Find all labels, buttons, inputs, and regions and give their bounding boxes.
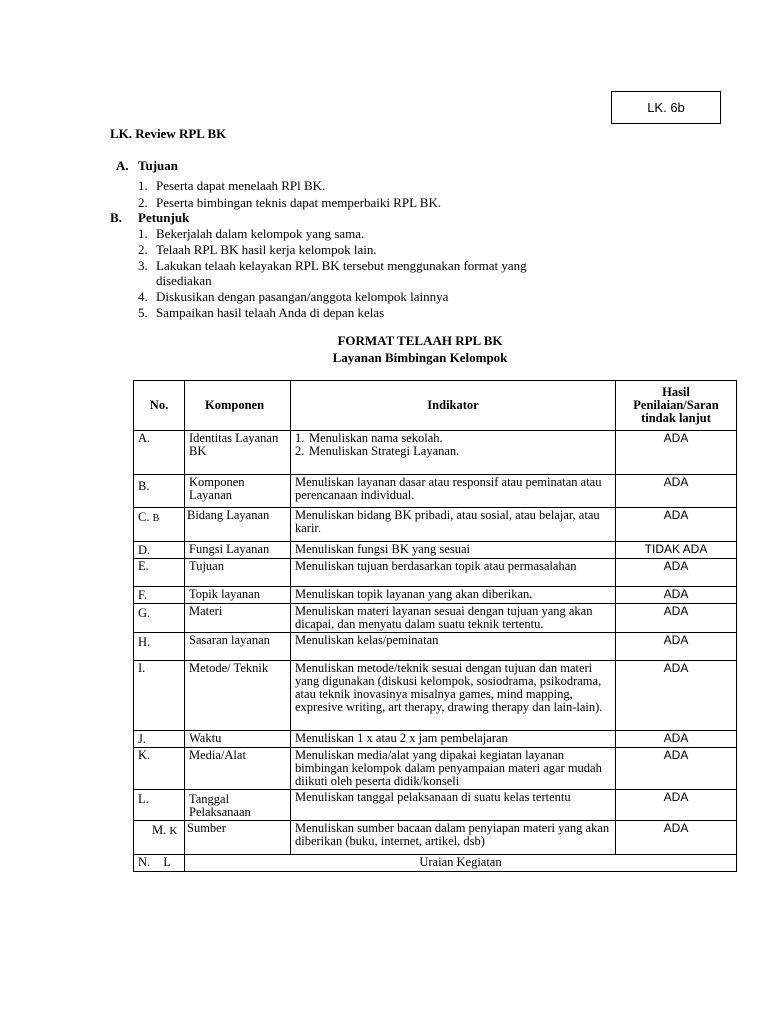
list-item: 4. Diskusikan dengan pasangan/anggota kelompok lainnya	[138, 289, 449, 304]
lk-label: LK. 6b	[647, 100, 685, 115]
row-indikator	[291, 431, 616, 475]
section-a-heading	[116, 158, 178, 173]
section-b-letter: B.	[110, 210, 122, 225]
section-b-heading	[110, 210, 189, 225]
list-item: 5. Sampaikan hasil telaah Anda di depan kelas	[138, 305, 385, 320]
table-row	[134, 855, 737, 872]
lk-label-box	[611, 91, 721, 124]
table-row	[134, 731, 737, 748]
row-indikator: Menuliskan metode/teknik sesuai dengan tujuan dan materi yang digunakan (diskusi kelompok, sosiodrama, psikodrama, atau teknik inovasinya misalnya games, mind mapping, expresive writing, art therapy, drawing therapy dan lain-lain).	[291, 661, 616, 731]
row-indikator: Menuliskan layanan dasar atau responsif atau peminatan atau perencanaan individual.	[291, 475, 616, 508]
table-row	[134, 633, 737, 661]
row-indikator: Menuliskan sumber bacaan dalam penyiapan materi yang akan diberikan (buku, internet, artikel, dsb)	[291, 821, 616, 855]
row-komponen: Bidang Layanan	[185, 508, 291, 542]
row-indikator: Menuliskan fungsi BK yang sesuai	[291, 542, 616, 559]
row-no: L.	[134, 790, 185, 821]
header-indikator: Indikator	[291, 381, 616, 431]
row-hasil: ADA	[616, 731, 737, 748]
header-komponen: Komponen	[185, 381, 291, 431]
row-indikator: Menuliskan bidang BK pribadi, atau sosial, atau belajar, atau karir.	[291, 508, 616, 542]
format-title: FORMAT TELAAH RPL BK	[337, 333, 503, 348]
row-indikator: Menuliskan topik layanan yang akan diberikan.	[291, 587, 616, 604]
row-uraian-kegiatan: Uraian Kegiatan	[185, 855, 737, 872]
row-hasil: ADA	[616, 633, 737, 661]
row-hasil: ADA	[616, 431, 737, 475]
row-komponen: Materi	[185, 604, 291, 633]
list-item: 2. Menuliskan Strategi Layanan.	[295, 444, 460, 458]
list-item: 3. Lakukan telaah kelayakan RPL BK tersebut menggunakan format yang disediakan	[138, 258, 527, 288]
row-komponen: Sasaran layanan	[185, 633, 291, 661]
list-item: 2. Peserta bimbingan teknis dapat memperbaiki RPL BK.	[138, 195, 442, 210]
row-komponen: Tanggal Pelaksanaan	[185, 790, 291, 821]
list-item: 1. Menuliskan nama sekolah.	[295, 431, 443, 445]
table-row	[134, 790, 737, 821]
section-b-list	[138, 226, 558, 320]
row-no: H.	[134, 633, 185, 661]
row-no: K.	[134, 748, 185, 790]
row-hasil: ADA	[616, 559, 737, 587]
section-a-letter: A.	[116, 158, 129, 173]
row-no: E.	[134, 559, 185, 587]
row-hasil: ADA	[616, 661, 737, 731]
row-komponen: Identitas Layanan BK	[185, 431, 291, 475]
format-subtitle: Layanan Bimbingan Kelompok	[332, 350, 508, 365]
row-no: J.	[134, 731, 185, 748]
row-no: B.	[134, 475, 185, 508]
row-hasil: ADA	[616, 604, 737, 633]
table-row	[134, 587, 737, 604]
table-row	[134, 661, 737, 731]
row-komponen: Topik layanan	[185, 587, 291, 604]
table-row	[134, 475, 737, 508]
row-komponen: Media/Alat	[185, 748, 291, 790]
header-no: No.	[134, 381, 185, 431]
row-indikator: Menuliskan materi layanan sesuai dengan tujuan yang akan dicapai, dan menyatu dalam suatu teknik tertentu.	[291, 604, 616, 633]
row-indikator: Menuliskan tujuan berdasarkan topik atau permasalahan	[291, 559, 616, 587]
row-no: I.	[134, 661, 185, 731]
row-komponen: Komponen Layanan	[185, 475, 291, 508]
row-no: A.	[134, 431, 185, 475]
row-indikator: Menuliskan tanggal pelaksanaan di suatu kelas tertentu	[291, 790, 616, 821]
row-indikator: Menuliskan 1 x atau 2 x jam pembelajaran	[291, 731, 616, 748]
section-a-title: Tujuan	[138, 158, 178, 173]
list-item: 1. Bekerjalah dalam kelompok yang sama.	[138, 226, 365, 241]
row-hasil: ADA	[616, 748, 737, 790]
row-indikator: Menuliskan media/alat yang dipakai kegiatan layanan bimbingan kelompok dalam penyampaian materi agar mudah diikuti oleh peserta didik/konseli	[291, 748, 616, 790]
table-row	[134, 821, 737, 855]
row-komponen: Fungsi Layanan	[185, 542, 291, 559]
row-hasil: ADA	[616, 508, 737, 542]
row-no: F.	[134, 587, 185, 604]
table-row	[134, 559, 737, 587]
row-komponen: Tujuan	[185, 559, 291, 587]
row-hasil: ADA	[616, 821, 737, 855]
header-hasil: Hasil Penilaian/Saran tindak lanjut	[616, 381, 737, 431]
row-komponen: Sumber	[185, 821, 291, 855]
row-hasil: TIDAK ADA	[616, 542, 737, 559]
table-row	[134, 542, 737, 559]
list-item: 2. Telaah RPL BK hasil kerja kelompok lain.	[138, 242, 377, 257]
section-b-title: Petunjuk	[138, 210, 190, 225]
list-item: 1. Peserta dapat menelaah RPl BK.	[138, 178, 326, 193]
row-komponen: Metode/ Teknik	[185, 661, 291, 731]
row-no: N. L	[134, 855, 185, 872]
table-header-row	[134, 381, 737, 431]
row-indikator: Menuliskan kelas/peminatan	[291, 633, 616, 661]
section-a-list	[138, 178, 441, 210]
table-row	[134, 604, 737, 633]
row-komponen: Waktu	[185, 731, 291, 748]
row-no: G.	[134, 604, 185, 633]
table-row	[134, 431, 737, 475]
row-no: M. K	[134, 821, 185, 855]
table-row	[134, 748, 737, 790]
table-row	[134, 508, 737, 542]
row-no: D.	[134, 542, 185, 559]
row-hasil: ADA	[616, 475, 737, 508]
row-hasil: ADA	[616, 790, 737, 821]
row-hasil: ADA	[616, 587, 737, 604]
review-table	[133, 380, 737, 872]
row-no: C. B	[134, 508, 185, 542]
document-title: LK. Review RPL BK	[110, 126, 227, 141]
